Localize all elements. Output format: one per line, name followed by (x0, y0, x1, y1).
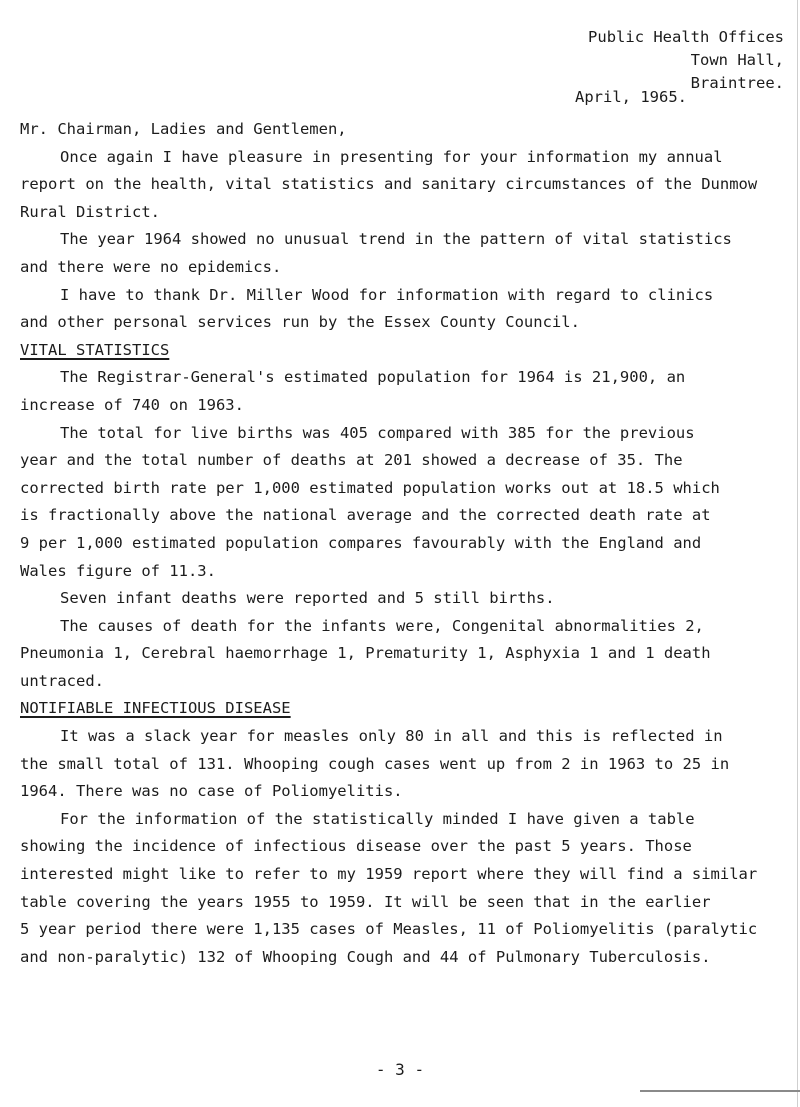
page-number: - 3 - (375, 1060, 425, 1079)
paragraph-line: The Registrar-General's estimated population for 1964 is 21,900, an (60, 368, 686, 387)
paragraph-line: For the information of the statistically minded I have given a table (60, 809, 695, 828)
paragraph-line: untraced. (20, 671, 104, 690)
paragraph-line: Seven infant deaths were reported and 5 still births. (60, 589, 555, 608)
paragraph-line: The year 1964 showed no unusual trend in the pattern of vital statistics (60, 230, 732, 249)
paragraph-line: interested might like to refer to my 1959 report where they will find a similar (20, 865, 758, 884)
paragraph-line: and other personal services run by the Essex County Council. (20, 313, 580, 332)
sender-address (588, 26, 784, 95)
address-line-3: Braintree. (690, 74, 784, 92)
paragraph-line: and there were no epidemics. (20, 257, 282, 276)
letter-date: April, 1965. (575, 88, 687, 106)
paragraph-line: Wales figure of 11.3. (20, 561, 216, 580)
paragraph-line: the small total of 131. Whooping cough cases went up from 2 in 1963 to 25 in (20, 754, 730, 773)
address-line-1: Public Health Offices (588, 28, 784, 46)
paragraph-line: The causes of death for the infants were, Congenital abnormalities 2, (60, 616, 704, 635)
paragraph-line: 5 year period there were 1,135 cases of Measles, 11 of Poliomyelitis (paralytic (20, 920, 758, 939)
paragraph-line: Once again I have pleasure in presenting for your information my annual (60, 147, 723, 166)
paragraph-line: It was a slack year for measles only 80 in all and this is reflected in (60, 727, 723, 746)
section-heading-vital-statistics (20, 337, 790, 365)
salutation: Mr. Chairman, Ladies and Gentlemen, (20, 120, 347, 138)
paragraph-line: increase of 740 on 1963. (20, 395, 244, 414)
paragraph-line: report on the health, vital statistics and sanitary circumstances of the Dunmow (20, 175, 758, 194)
paragraph-line: I have to thank Dr. Miller Wood for information with regard to clinics (60, 285, 714, 304)
paragraph-line: is fractionally above the national average and the corrected death rate at (20, 506, 711, 525)
paragraph-line: year and the total number of deaths at 201 showed a decrease of 35. The (20, 451, 683, 470)
paragraph-line: 1964. There was no case of Poliomyelitis. (20, 782, 403, 801)
paragraph-line: Pneumonia 1, Cerebral haemorrhage 1, Prematurity 1, Asphyxia 1 and 1 death (20, 644, 711, 663)
address-line-2: Town Hall, (690, 51, 784, 69)
section-heading-notifiable-infectious-disease (20, 695, 790, 723)
section-heading-text: NOTIFIABLE INFECTIOUS DISEASE (20, 699, 291, 718)
paragraph-line: 9 per 1,000 estimated population compares favourably with the England and (20, 533, 702, 552)
paragraph-line: and non-paralytic) 132 of Whooping Cough and 44 of Pulmonary Tuberculosis. (20, 947, 711, 966)
report-body (20, 116, 790, 971)
paragraph-line: The total for live births was 405 compared with 385 for the previous (60, 423, 695, 442)
page-edge-shadow (797, 0, 798, 1107)
page-bottom-edge (640, 1090, 800, 1092)
paragraph-line: Rural District. (20, 202, 160, 221)
section-heading-text: VITAL STATISTICS (20, 340, 170, 359)
paragraph-line: showing the incidence of infectious disease over the past 5 years. Those (20, 837, 692, 856)
paragraph-line: table covering the years 1955 to 1959. It will be seen that in the earlier (20, 892, 711, 911)
paragraph-line: corrected birth rate per 1,000 estimated population works out at 18.5 which (20, 478, 720, 497)
